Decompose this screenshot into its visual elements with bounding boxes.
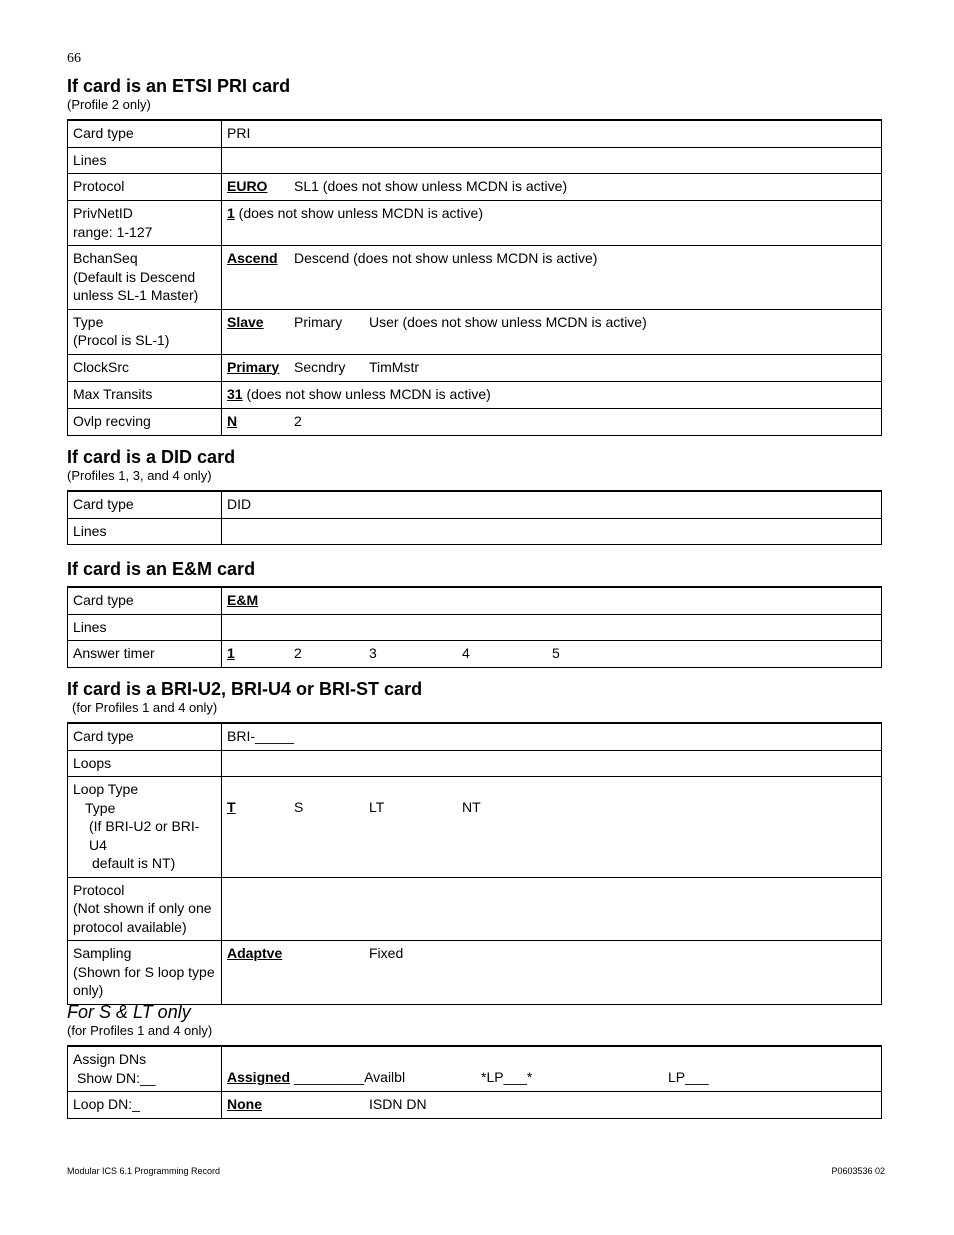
card-type-value: BRI-_____ [222, 723, 882, 750]
protocol-options [222, 174, 882, 201]
option: (does not show unless MCDN is active) [234, 205, 483, 221]
row-label [68, 941, 222, 1005]
default-option: Adaptve [227, 945, 283, 961]
row-label: Answer timer [68, 641, 222, 668]
row-label: Lines [68, 147, 222, 174]
s-lt-section-subtitle: (for Profiles 1 and 4 only) [67, 1023, 213, 1038]
default-option: E&M [227, 592, 259, 608]
default-option: Assigned [227, 1069, 291, 1085]
option: Secndry [294, 358, 346, 375]
did-section-subtitle: (Profiles 1, 3, and 4 only) [67, 468, 212, 483]
default-option: Ascend [227, 250, 278, 266]
row-label: ClockSrc [68, 354, 222, 381]
label-line: Type [73, 313, 104, 330]
default-option: None [227, 1096, 262, 1112]
default-option: Slave [227, 313, 264, 330]
option: 2 [294, 645, 302, 661]
table-row [68, 750, 882, 777]
option: _________Availbl [294, 1069, 406, 1085]
label-line: Show DN:__ [77, 1069, 156, 1086]
option: (does not show unless MCDN is active) [242, 385, 491, 402]
table-row [68, 381, 882, 408]
row-label: Lines [68, 518, 222, 545]
footer-document-number: P0603536 02 [831, 1166, 885, 1176]
option: TimMstr [369, 358, 420, 375]
row-label: Max Transits [68, 381, 222, 408]
did-section-title: If card is a DID card [67, 447, 236, 467]
row-label: Card type [68, 587, 222, 614]
sampling-options [222, 941, 882, 1005]
label-line: BchanSeq [73, 250, 138, 266]
row-label: Card type [68, 491, 222, 518]
label-line: Type [85, 799, 116, 816]
s-lt-settings-table [67, 1045, 882, 1119]
row-label [68, 309, 222, 354]
default-option: Primary [227, 358, 280, 375]
option: 2 [294, 412, 302, 429]
lines-field[interactable] [222, 518, 882, 545]
table-row [68, 723, 882, 750]
label-line: unless SL-1 Master) [73, 287, 199, 303]
label-line: Protocol [73, 881, 125, 898]
table-row [68, 877, 882, 941]
table-row [68, 201, 882, 246]
table-row [68, 491, 882, 518]
row-label [68, 246, 222, 310]
em-settings-table [67, 586, 882, 668]
row-label: Loops [68, 750, 222, 777]
lines-field[interactable] [222, 147, 882, 174]
clocksrc-options [222, 354, 882, 381]
table-row [68, 941, 882, 1005]
footer-document-title: Modular ICS 6.1 Programming Record [67, 1166, 221, 1176]
pri-section-subtitle: (Profile 2 only) [67, 97, 151, 112]
default-option: T [227, 799, 236, 815]
table-row [68, 518, 882, 545]
default-option: 31 [227, 385, 243, 402]
option: 4 [462, 645, 470, 661]
table-row [68, 777, 882, 878]
s-lt-section-title: For S & LT only [67, 1002, 191, 1022]
type-options [222, 309, 882, 354]
label-line: (Not shown if only one [73, 900, 212, 916]
row-label [68, 1046, 222, 1092]
option: ISDN DN [369, 1096, 427, 1112]
option: LP___ [668, 1069, 709, 1085]
row-label: Card type [68, 723, 222, 750]
pri-section-title: If card is an ETSI PRI card [67, 76, 291, 96]
label-line: (Default is Descend [73, 268, 196, 285]
table-row [68, 120, 882, 147]
table-row [68, 614, 882, 641]
privnetid-options [222, 201, 882, 246]
card-type-value: PRI [222, 120, 882, 147]
card-type-value: DID [222, 491, 882, 518]
table-row [68, 354, 882, 381]
label-line: PrivNetID [73, 205, 133, 221]
label-line: Assign DNs [73, 1051, 147, 1067]
table-row [68, 246, 882, 310]
option: User (does not show unless MCDN is active) [369, 313, 647, 330]
label-line: Loop Type [73, 781, 139, 797]
label-line: range: 1-127 [73, 223, 153, 240]
table-row [68, 309, 882, 354]
row-label: Lines [68, 614, 222, 641]
ovlp-recving-options [222, 408, 882, 435]
default-option: N [227, 412, 238, 429]
option: 3 [369, 645, 377, 661]
table-row [68, 147, 882, 174]
label-line: only) [73, 982, 104, 998]
row-label [68, 877, 222, 941]
label-line: (Shown for S loop type [73, 963, 215, 980]
option: NT [462, 799, 481, 815]
bri-section-subtitle: (for Profiles 1 and 4 only) [72, 700, 218, 715]
option: Descend (does not show unless MCDN is active) [294, 250, 598, 266]
default-option: EURO [227, 178, 268, 194]
loops-field[interactable] [222, 750, 882, 777]
lines-field[interactable] [222, 614, 882, 641]
protocol-field[interactable] [222, 877, 882, 941]
card-type-value [222, 587, 882, 614]
table-row [68, 174, 882, 201]
option: Primary [294, 313, 343, 330]
label-line: default is NT) [92, 855, 176, 871]
table-row [68, 1092, 882, 1119]
row-label: Protocol [68, 174, 222, 201]
assign-dns-options [222, 1046, 882, 1092]
bri-section-title: If card is a BRI-U2, BRI-U4 or BRI-ST card [67, 679, 423, 699]
default-option: 1 [227, 645, 235, 661]
option: LT [369, 799, 385, 815]
did-settings-table [67, 490, 882, 545]
em-section-title: If card is an E&M card [67, 559, 256, 579]
option: SL1 (does not show unless MCDN is active) [294, 178, 568, 194]
table-row [68, 587, 882, 614]
row-label [68, 777, 222, 878]
table-row [68, 1046, 882, 1092]
max-transits-options [222, 381, 882, 408]
option: 5 [552, 645, 560, 661]
answer-timer-options [222, 641, 882, 668]
option: *LP___* [481, 1069, 533, 1085]
default-option: 1 [227, 205, 235, 221]
pri-settings-table [67, 119, 882, 436]
label-line: (If BRI-U2 or BRI-U4 [89, 818, 200, 853]
page-number: 66 [67, 51, 81, 66]
bri-settings-table [67, 722, 882, 1005]
label-line: (Procol is SL-1) [73, 332, 170, 348]
loop-type-options [222, 777, 882, 878]
table-row [68, 408, 882, 435]
option: Fixed [369, 945, 404, 961]
row-label: Card type [68, 120, 222, 147]
loop-dn-options [222, 1092, 882, 1119]
label-line: Sampling [73, 945, 132, 961]
row-label: Ovlp recving [68, 408, 222, 435]
table-row [68, 641, 882, 668]
option: S [294, 799, 304, 815]
bchanseq-options [222, 246, 882, 310]
label-line: protocol available) [73, 918, 187, 935]
row-label [68, 201, 222, 246]
row-label: Loop DN:_ [68, 1092, 222, 1119]
